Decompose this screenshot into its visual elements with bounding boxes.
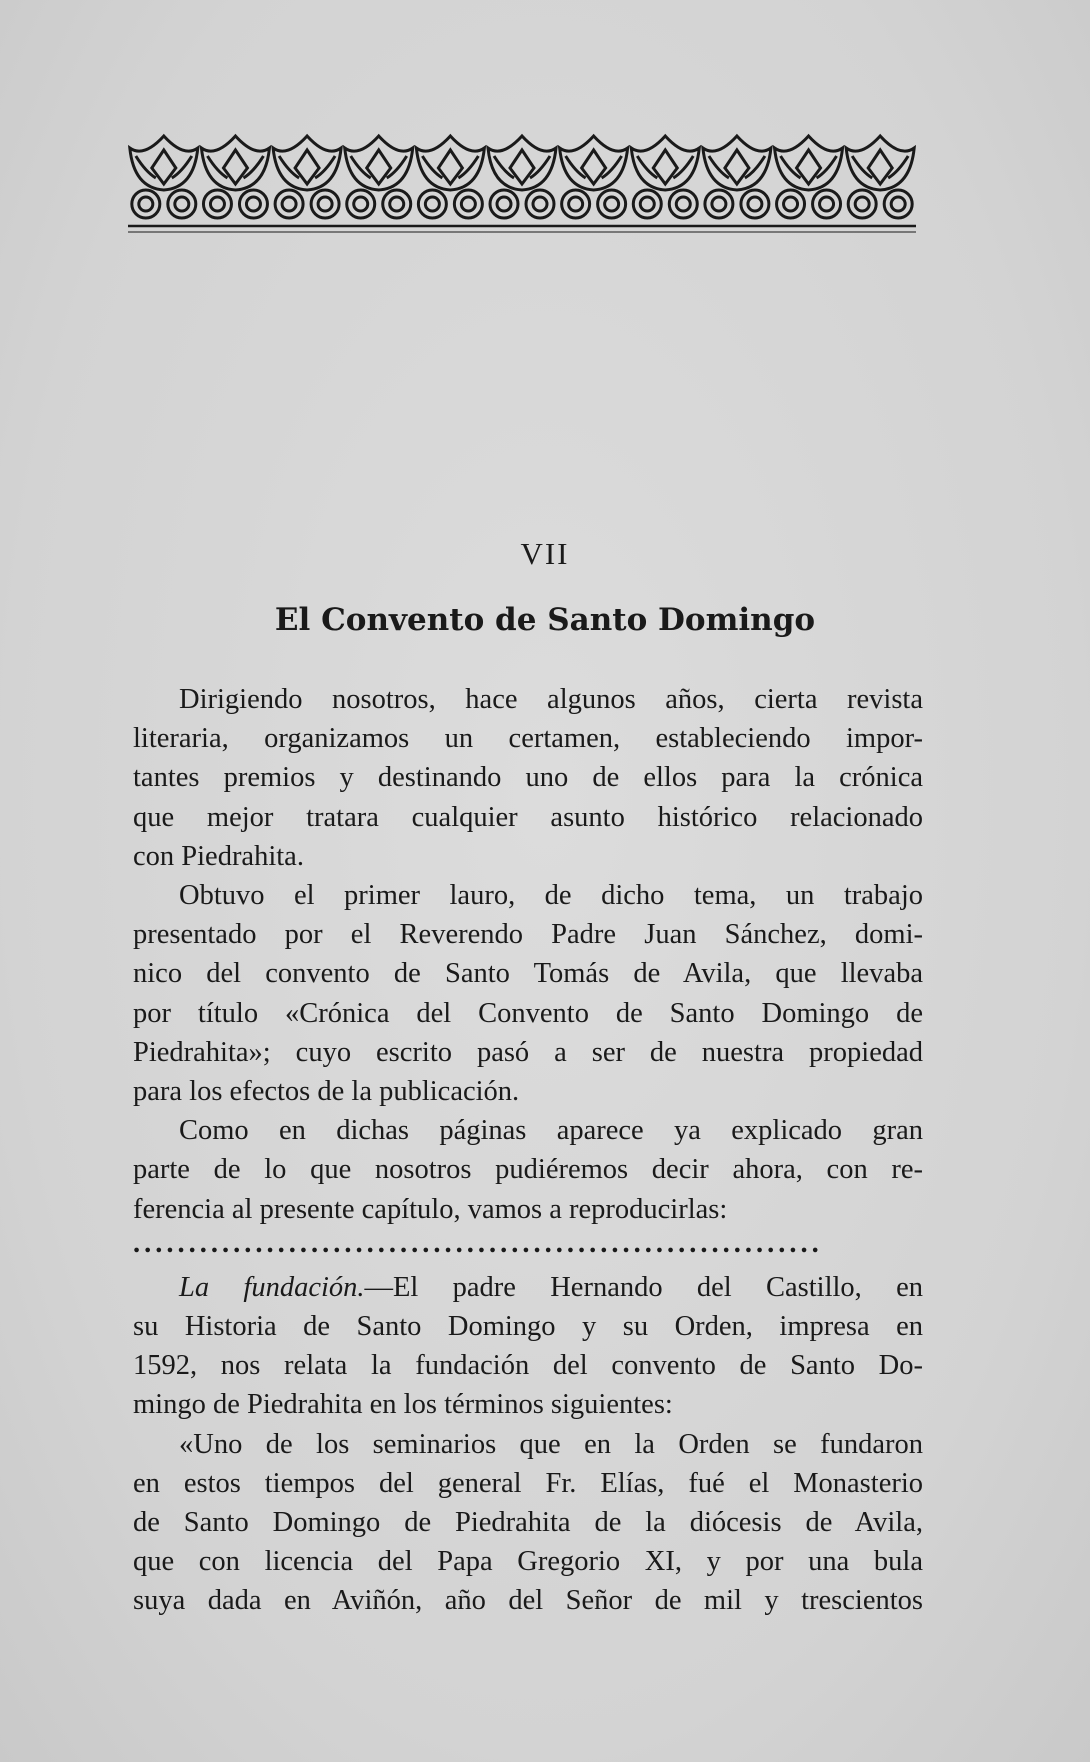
text-line: en estos tiempos del general Fr. Elías, fué el Monasterio (133, 1467, 923, 1499)
text-line: mingo de Piedrahita en los términos siguientes: (133, 1389, 673, 1421)
ornament-motif (416, 136, 484, 218)
paragraph-3 (133, 1111, 923, 1229)
text-line: su Historia de Santo Domingo y su Orden, impresa en (133, 1311, 923, 1343)
text-line: ferencia al presente capítulo, vamos a reproducirlas: (133, 1193, 728, 1225)
text-line: parte de lo que nosotros pudiéremos decir ahora, con re- (133, 1154, 923, 1186)
ornament-motif (631, 136, 699, 218)
text-line: «Uno de los seminarios que en la Orden se fundaron (179, 1428, 923, 1460)
ornament-motif (846, 136, 914, 218)
text-line: que con licencia del Papa Gregorio XI, y por una bula (133, 1546, 923, 1578)
ornament-motif (201, 136, 269, 218)
ornament-motif (775, 136, 843, 218)
text-line: presentado por el Reverendo Padre Juan Sánchez, domi- (133, 919, 923, 951)
paragraph-2 (133, 876, 923, 1111)
text-line: para los efectos de la publicación. (133, 1076, 520, 1108)
text-line: que mejor tratara cualquier asunto histórico relacionado (133, 801, 923, 833)
ornament-motif (273, 136, 341, 218)
paragraph-1 (133, 680, 923, 876)
text-line: por título «Crónica del Convento de Santo Domingo de (133, 997, 923, 1029)
text-line (133, 1268, 923, 1307)
chapter-title: El Convento de Santo Domingo (274, 602, 816, 638)
text-line: Obtuvo el primer lauro, de dicho tema, un trabajo (179, 880, 923, 912)
text-line: tantes premios y destinando uno de ellos para la crónica (133, 762, 923, 794)
ornament-motif (703, 136, 771, 218)
paragraph-quote (133, 1425, 923, 1621)
ornament-motif (345, 136, 413, 218)
ornament-motif (130, 136, 198, 218)
text-line: nico del convento de Santo Tomás de Avila, que llevaba (133, 958, 923, 990)
body-text (133, 680, 923, 1621)
text-line: suya dada en Aviñón, año del Señor de mil y trescientos (133, 1585, 923, 1617)
text-line: con Piedrahita. (133, 840, 304, 872)
text-line: 1592, nos relata la fundación del convento de Santo Do- (133, 1350, 923, 1382)
text-line: literaria, organizamos un certamen, estableciendo impor- (133, 723, 923, 755)
text-line: de Santo Domingo de Piedrahita de la diócesis de Avila, (133, 1507, 923, 1539)
ornament-motif (488, 136, 556, 218)
text-line: Piedrahita»; cuyo escrito pasó a ser de nuestra propiedad (133, 1036, 923, 1068)
paragraph-fundacion (133, 1268, 923, 1425)
dotted-separator: .............................................................. (133, 1228, 823, 1259)
decorative-header-ornament (128, 128, 916, 238)
text-line-rest: —El padre Hernando del Castillo, en (364, 1271, 923, 1303)
section-heading: La fundación. (179, 1271, 365, 1303)
text-line: Dirigiendo nosotros, hace algunos años, cierta revista (179, 684, 923, 715)
chapter-number: VII (520, 536, 570, 571)
ornament-motif (560, 136, 628, 218)
text-line: Como en dichas páginas aparece ya explicado gran (179, 1115, 923, 1147)
